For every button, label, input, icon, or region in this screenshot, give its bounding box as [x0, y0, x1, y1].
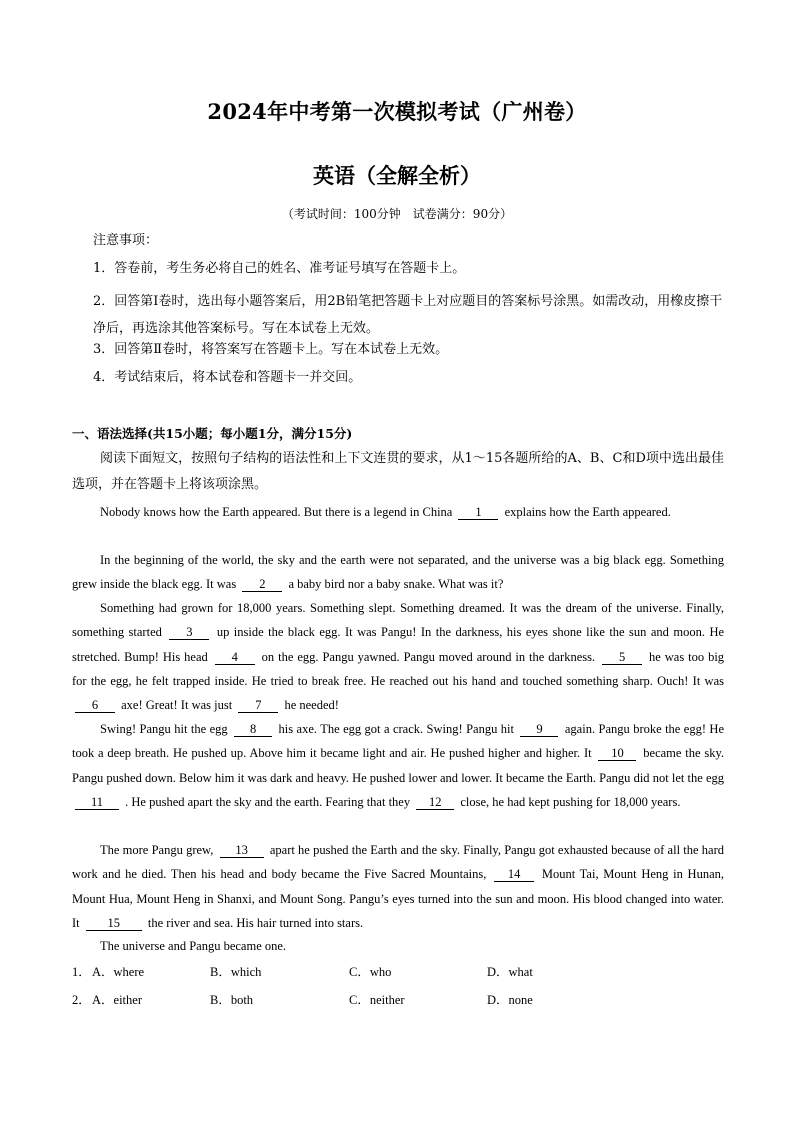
passage-paragraph-1: Nobody knows how the Earth appeared. But there is a legend in China 1 explains how the Earth appeared.	[100, 505, 671, 519]
blank-14: 14	[494, 867, 534, 882]
option-2-d: D．none	[487, 993, 533, 1007]
blank-1: 1	[458, 505, 498, 520]
option-1-d: D．what	[487, 965, 533, 979]
blank-5: 5	[602, 650, 642, 665]
option-1-a: A．where	[92, 965, 145, 979]
exam-info: （考试时间：100分钟 试卷满分：90分）	[281, 207, 513, 221]
option-2-c: C．neither	[349, 993, 405, 1007]
notice-item-4: 4．考试结束后，将本试卷和答题卡一并交回。	[93, 370, 362, 385]
exam-subtitle: 英语（全解全析）	[313, 163, 481, 188]
blank-10: 10	[598, 746, 636, 761]
notice-item-3: 3．回答第Ⅱ卷时，将答案写在答题卡上。写在本试卷上无效。	[93, 342, 449, 357]
blank-4: 4	[215, 650, 255, 665]
question-1-options	[72, 962, 724, 980]
blank-7: 7	[238, 698, 278, 713]
notice-item-2: 2．回答第Ⅰ卷时，选出每小题答案后，用2B铅笔把答题卡上对应题目的答案标号涂黑。如需改动，用橡皮擦干净后，再选涂其他答案标号。写在本试卷上无效。	[93, 294, 723, 336]
blank-9: 9	[520, 722, 558, 737]
blank-13: 13	[220, 843, 264, 858]
section-heading: 一、语法选择(共15小题；每小题1分，满分15分)	[72, 426, 353, 441]
option-2-a: A．either	[92, 993, 142, 1007]
exam-title: 2024年中考第一次模拟考试（广州卷）	[207, 99, 587, 124]
section-instruction: 阅读下面短文，按照句子结构的语法性和上下文连贯的要求，从1～15各题所给的A、B、C和D项中选出最佳选项，并在答题卡上将该项涂黑。	[72, 451, 724, 492]
blank-15: 15	[86, 916, 142, 931]
question-2-number: 2．	[72, 993, 91, 1007]
question-1-number: 1．	[72, 965, 91, 979]
passage-paragraph-3: Something had grown for 18,000 years. Something slept. Something dreamed. It was the dream of the universe. Finally, something started 3 up inside the black egg. It was Pangu! In the darkness, his eyes shone like the sun and moon. He stretched. Bump! His head 4 on the egg. Pangu yawned. Pangu moved around in the darkness. 5 he was too big for the egg, he felt trapped inside. He tried to break free. He reached out his hand and touched something sharp. Ouch! It was 6 axe! Great! It was just 7 he needed!	[72, 601, 725, 713]
blank-8: 8	[234, 722, 272, 737]
notice-item-1: 1．答卷前，考生务必将自己的姓名、准考证号填写在答题卡上。	[93, 261, 466, 276]
passage-paragraph-5: The more Pangu grew, 13 apart he pushed the Earth and the sky. Finally, Pangu got exhausted because of all the hard work and he died. Then his head and body became the Five Sacred Mountains, 14 Mount Tai, Mount Heng in Hunan, Mount Hua, Mount Heng in Shanxi, and Mount Song. Pangu’s eyes turned into the sun and moon. His blood changed into water. It 15 the river and sea. His hair turned into stars.	[72, 843, 725, 930]
blank-11: 11	[75, 795, 119, 810]
blank-3: 3	[169, 625, 209, 640]
blank-2: 2	[242, 577, 282, 592]
blank-12: 12	[416, 795, 454, 810]
notice-heading: 注意事项：	[93, 233, 159, 248]
passage-paragraph-4: Swing! Pangu hit the egg 8 his axe. The egg got a crack. Swing! Pangu hit 9 again. Pangu broke the egg! He took a deep breath. He pushed up. Above him it became light and air. He pushed higher and higher. It 10 became the sky. Pangu pushed down. Below him it was dark and heavy. He pushed lower and lower. It became the Earth. Pangu did not let the egg 11 . He pushed apart the sky and the earth. Fearing that they 12 close, he had kept pushing for 18,000 years.	[72, 722, 725, 809]
blank-6: 6	[75, 698, 115, 713]
passage-paragraph-6: The universe and Pangu became one.	[100, 939, 287, 953]
option-1-b: B．which	[210, 965, 262, 979]
question-2-options	[72, 990, 724, 1008]
passage-paragraph-2: In the beginning of the world, the sky and the earth were not separated, and the universe was a big black egg. Something grew inside the black egg. It was 2 a baby bird nor a baby snake. What was it?	[72, 553, 724, 592]
option-1-c: C．who	[349, 965, 392, 979]
option-2-b: B．both	[210, 993, 254, 1007]
